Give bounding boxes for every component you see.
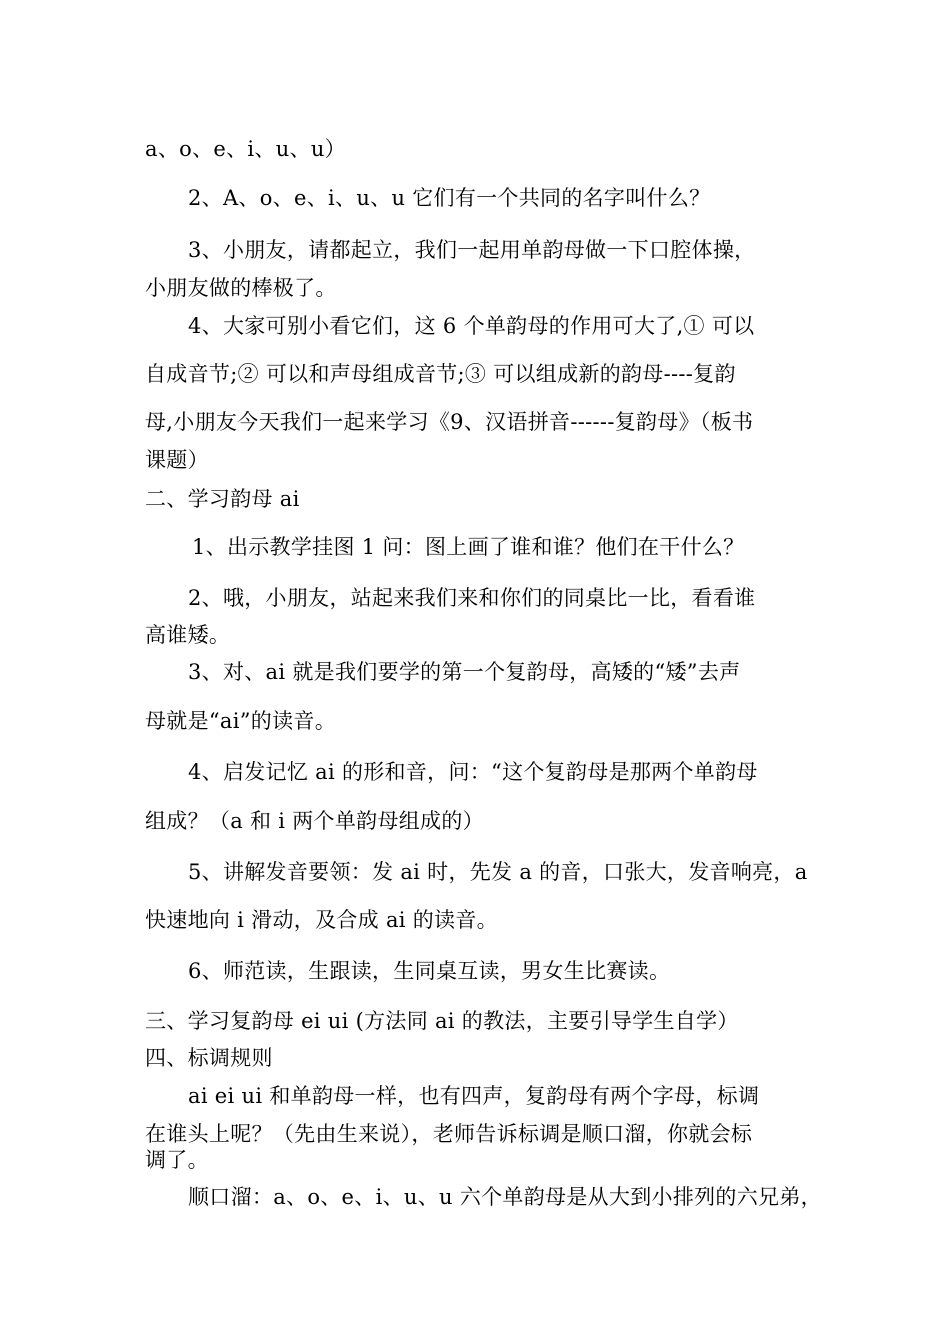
text-line: 母就是“ai”的读音。 — [145, 709, 337, 733]
text-line: 2、哦，小朋友，站起来我们来和你们的同桌比一比，看看谁 — [188, 586, 756, 610]
text-line: 小朋友做的棒极了。 — [145, 276, 337, 300]
text-line: a、o、e、i、u、u） — [145, 137, 346, 161]
text-line: ai ei ui 和单韵母一样，也有四声，复韵母有两个字母，标调 — [188, 1084, 760, 1108]
text-line: 2、A、o、e、i、u、u 它们有一个共同的名字叫什么？ — [188, 186, 711, 210]
text-line: 课题） — [145, 448, 209, 472]
text-line: 4、大家可别小看它们，这 6 个单韵母的作用可大了,① 可以 — [188, 314, 755, 338]
text-line: 自成音节;② 可以和声母组成音节;③ 可以组成新的韵母----复韵 — [145, 362, 736, 386]
text-line: 3、小朋友，请都起立，我们一起用单韵母做一下口腔体操， — [188, 238, 756, 262]
text-line: 6、师范读，生跟读，生同桌互读，男女生比赛读。 — [188, 959, 671, 983]
text-line: 1、出示教学挂图 1 问：图上画了谁和谁？他们在干什么？ — [192, 535, 745, 559]
section-heading: 四、标调规则 — [145, 1046, 273, 1070]
text-line: 高谁矮。 — [145, 623, 231, 647]
section-heading: 二、学习韵母 ai — [145, 487, 300, 511]
text-line: 在谁头上呢？（先由生来说），老师告诉标调是顺口溜，你就会标 — [145, 1122, 753, 1146]
text-line: 5、讲解发音要领：发 ai 时，先发 a 的音，口张大，发音响亮，a — [188, 860, 808, 884]
text-line: 调了。 — [145, 1148, 209, 1172]
text-line: 4、启发记忆 ai 的形和音，问：“这个复韵母是那两个单韵母 — [188, 760, 758, 784]
text-line: 3、对、ai 就是我们要学的第一个复韵母，高矮的“矮”去声 — [188, 660, 741, 684]
text-line: 快速地向 i 滑动，及合成 ai 的读音。 — [145, 908, 498, 932]
text-line: 母,小朋友今天我们一起来学习《9、汉语拼音------复韵母》（板书 — [145, 410, 754, 434]
section-heading: 三、学习复韵母 ei ui (方法同 ai 的教法，主要引导学生自学） — [145, 1009, 739, 1033]
text-line: 组成？（a 和 i 两个单韵母组成的） — [145, 809, 484, 833]
text-line: 顺口溜：a、o、e、i、u、u 六个单韵母是从大到小排列的六兄弟， — [188, 1185, 822, 1209]
